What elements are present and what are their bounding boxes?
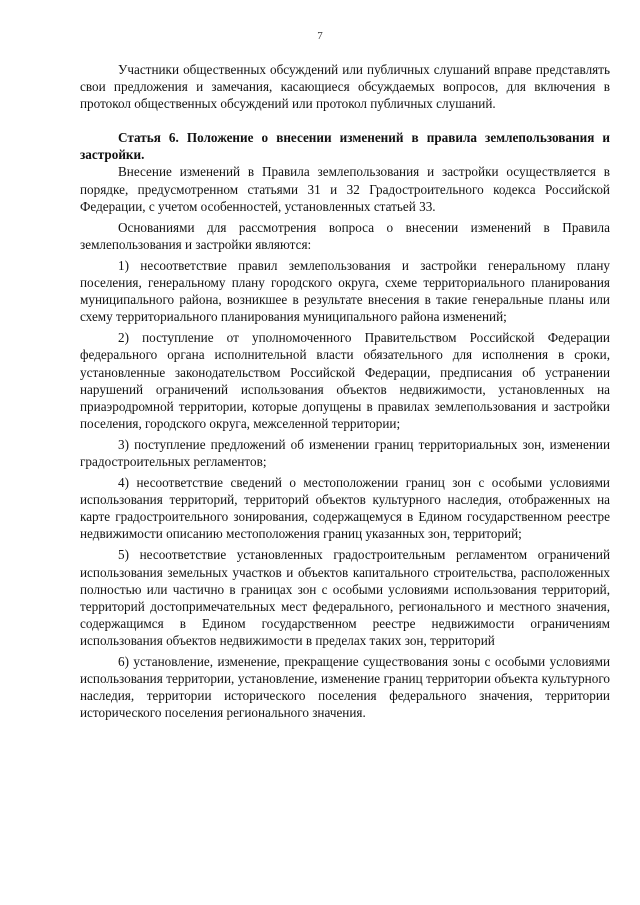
intro-paragraph: Участники общественных обсуждений или публичных слушаний вправе представлять свои предложения и замечания, касающиеся обсуждаемых вопросов, для включения в протокол общественных обсуждений или протокол публичных слушаний. [80, 62, 610, 112]
list-item-3: 3) поступление предложений об изменении границ территориальных зон, изменении градостроительных регламентов; [80, 436, 610, 469]
list-item-5: 5) несоответствие установленных градостроительным регламентом ограничений использования земельных участков и объектов капитального строительства, расположенных полностью или частично в границах зон с особыми условиями использования территорий, территорий достопримечательных мест федерального, регионального и местного значения, содержащимся в Едином государственном реестре недвижимости ограничениям использования объектов недвижимости в пределах таких зон, территорий [80, 547, 610, 648]
list-item-1: 1) несоответствие правил землепользования и застройки генеральному плану поселения, генеральному плану городского округа, схеме территориального планирования муниципального района, возникшее в результате внесения в такие генеральные планы или схему территориального планирования муниципального района изменений; [80, 257, 610, 325]
document-body [80, 61, 610, 725]
page-number: 7 [317, 30, 323, 42]
paragraph-gap [80, 112, 610, 129]
article-paragraph-1: Внесение изменений в Правила землепользования и застройки осуществляется в порядке, предусмотренном статьями 31 и 32 Градостроительного кодекса Российской Федерации, с учетом особенностей, установленных статьей 33. [80, 164, 610, 214]
list-item-2: 2) поступление от уполномоченного Правительством Российской Федерации федерального органа исполнительной власти обязательного для исполнения в сроки, установленные законодательством Российской Федерации, предписания об устранении нарушений ограничений использования объектов недвижимости, установленных на приаэродромной территории, которые допущены в правилах землепользования и застройки поселения, городского округа, межселенной территории; [80, 330, 610, 431]
list-item-6: 6) установление, изменение, прекращение существования зоны с особыми условиями использования территории, установление, изменение границ территории объекта культурного наследия, территории исторического поселения федерального значения, территории исторического поселения регионального значения. [80, 654, 610, 721]
list-item-4: 4) несоответствие сведений о местоположении границ зон с особыми условиями использования территорий, территорий объектов культурного наследия, отображенных на карте градостроительного зонирования, содержащемуся в Едином государственном реестре недвижимости описанию местоположения границ указанных зон, территорий; [80, 475, 610, 542]
article-heading: Статья 6. Положение о внесении изменений в правила землепользования и застройки. [80, 130, 610, 163]
article-paragraph-2: Основаниями для рассмотрения вопроса о внесении изменений в Правила землепользования и застройки являются: [80, 219, 610, 252]
